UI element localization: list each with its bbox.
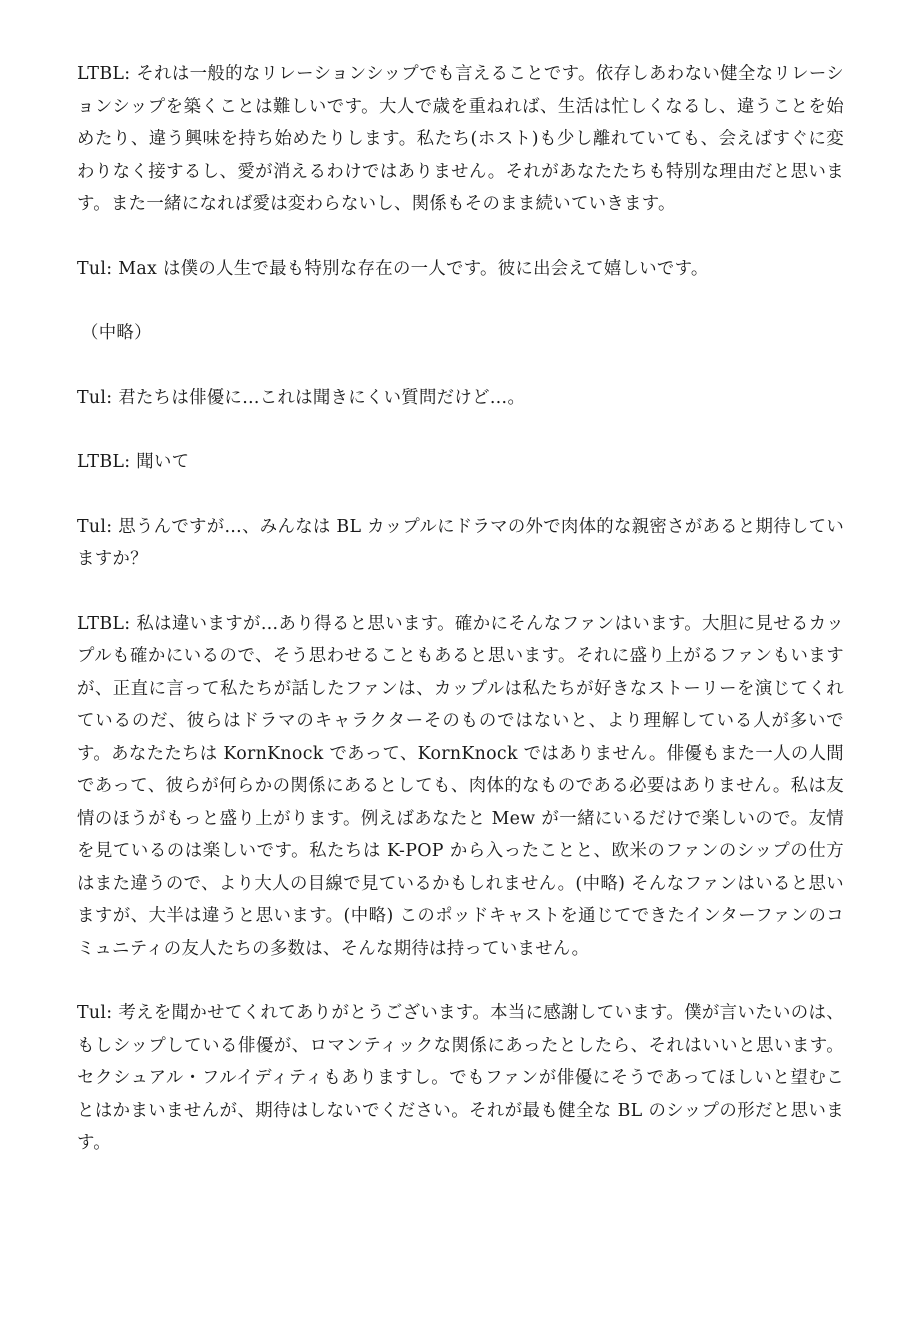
speaker-label: Tul: (77, 1003, 113, 1023)
paragraph-text: 聞いて (136, 452, 190, 472)
paragraph-text: 君たちは俳優に…これは聞きにくい質問だけど…。 (118, 387, 526, 408)
paragraph-tul-question (77, 382, 844, 415)
paragraph-ltbl-relationship (77, 58, 844, 221)
speaker-label: Tul: (77, 258, 113, 279)
paragraph-text: 思うんですが…、みんなは BL カップルにドラマの外で肉体的な親密さがあると期待していますか？ (77, 516, 845, 569)
paragraph-text: 考えを聞かせてくれてありがとうございます。本当に感謝しています。僕が言いたいのは、もしシップしている俳優が、ロマンティックな関係にあったとしたら、それはいいと思います。セクシュアル・フルイディティもありますし。でもファンが俳優にそうであってほしいと望むことはかまいませんが、期待はしないでください。それが最も健全な BL のシップの形だと思います。 (77, 1003, 844, 1153)
paragraph-tul-max (77, 253, 844, 286)
document-page (77, 58, 844, 1192)
paragraph-ltbl-fans (77, 608, 844, 966)
paragraph-text: それは一般的なリレーションシップでも言えることです。依存しあわない健全なリレーションシップを築くことは難しいです。大人で歳を重ねれば、生活は忙しくなるし、違うことを始めたり、違う興味を持ち始めたりします。私たち(ホスト)も少し離れていても、会えばすぐに変わりなく接するし、愛が消えるわけではありません。それがあなたたちも特別な理由だと思います。また一緒になれば愛は変わらないし、関係もそのまま続いていきます。 (77, 64, 845, 214)
speaker-label: LTBL: (77, 452, 131, 472)
paragraph-text: 私は違いますが…あり得ると思います。確かにそんなファンはいます。大胆に見せるカップルも確かにいるので、そう思わせることもあると思います。それに盛り上がるファンもいますが、正直に言って私たちが話したファンは、カップルは私たちが好きなストーリーを演じてくれているのだ、彼らはドラマのキャラクターそのものではないと、より理解している人が多いです。あなたたちは KornKnock であって、KornKnock ではありません。俳優もまた一人の人間であって、彼らが何らかの関係にあるとしても、肉体的なものである必要はありません。私は友情のほうがもっと盛り上がります。例えばあなたと Mew が一緒にいるだけで楽しいので。友情を見ているのは楽しいです。私たちは K-POP から入ったことと、欧米のファンのシップの仕方はまた違うので、より大人の目線で見ているかもしれません。(中略) そんなファンはいると思いますが、大半は違うと思います。(中略) このポッドキャストを通じてできたインターファンのコミュニティの友人たちの多数は、そんな期待は持っていません。 (77, 613, 845, 959)
paragraph-omitted-note (77, 317, 844, 350)
speaker-label: Tul: (77, 387, 113, 408)
speaker-label: LTBL: (77, 64, 131, 84)
paragraph-ltbl-ask (77, 446, 844, 479)
paragraph-text: Max は僕の人生で最も特別な存在の一人です。彼に出会えて嬉しいです。 (118, 258, 709, 279)
paragraph-tul-thanks (77, 997, 844, 1160)
paragraph-tul-expectation (77, 511, 844, 576)
omission-text: （中略） (81, 323, 152, 343)
speaker-label: LTBL: (77, 613, 131, 634)
speaker-label: Tul: (77, 516, 113, 537)
